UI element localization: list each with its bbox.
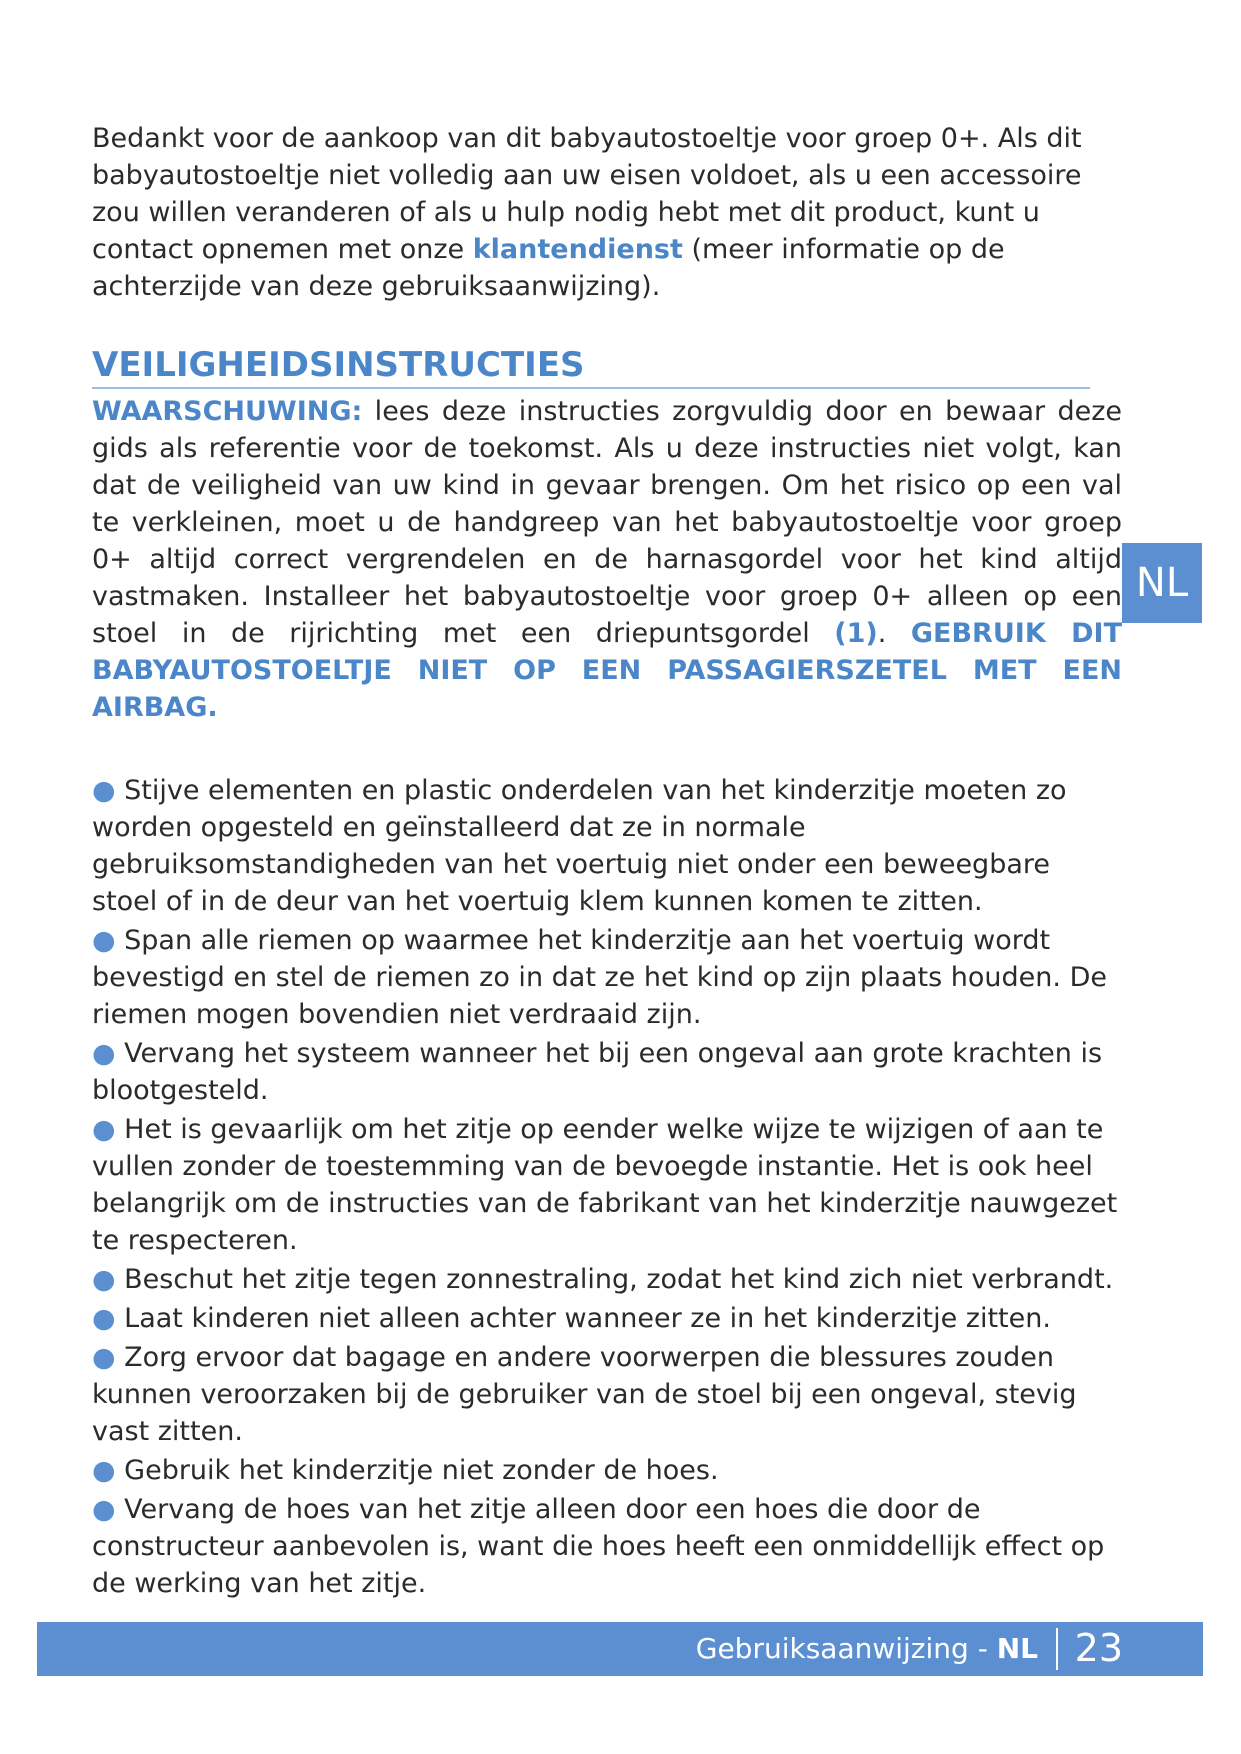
footer-label [696,1632,1038,1666]
bullet-icon: ● [92,1264,116,1295]
bullet-text: Vervang de hoes van het zitje alleen door een hoes die door de constructeur aanbevolen is, want die hoes heeft een onmiddellijk effect op de werking van het zitje. [92,1494,1105,1599]
bullet-text: Span alle riemen op waarmee het kinderzitje aan het voertuig wordt bevestigd en stel de riemen zo in dat ze het kind op zijn plaats houden. De riemen mogen bovendien niet verdraaid zijn. [92,925,1107,1030]
bullet-icon: ● [92,1494,116,1525]
bullet-text: Gebruik het kinderzitje niet zonder de hoes. [124,1455,719,1486]
page-content [92,120,1122,1604]
bullet-icon: ● [92,775,116,806]
bullet-icon: ● [92,925,116,956]
safety-bullet-list [92,772,1122,1602]
warning-text: lees deze instructies zorgvuldig door en bewaar deze gids als referentie voor de toekomst. Als u deze instructies niet volgt, kan dat de veiligheid van uw kind in gevaar brengen. Om het risico op een val te verkleinen, moet u de handgreep van het babyautostoeltje voor groep 0+ altijd correct vergrendelen en de harnasgordel voor het kind altijd vastmaken. Installeer het babyautostoeltje voor groep 0+ alleen op een stoel in de rijrichting met een driepuntsgordel [92,396,1122,649]
warning-label: WAARSCHUWING: [92,396,363,427]
bullet-icon: ● [92,1303,116,1334]
list-item [92,922,1122,1033]
bullet-icon: ● [92,1455,116,1486]
list-item [92,1035,1122,1109]
bullet-icon: ● [92,1038,116,1069]
footer-divider [1056,1628,1058,1670]
list-item [92,1300,1122,1337]
warning-dot: . [877,618,911,649]
language-tab: NL [1122,543,1202,623]
footer-title: Gebruiksaanwijzing - [695,1632,997,1665]
list-item [92,772,1122,920]
list-item [92,1452,1122,1489]
bullet-text: Zorg ervoor dat bagage en andere voorwerpen die blessures zouden kunnen veroorzaken bij de gebruiker van de stoel bij een ongeval, stevig vast zitten. [92,1342,1077,1447]
footer-band [37,1622,1203,1676]
figure-reference: (1) [834,618,878,649]
list-item [92,1491,1122,1602]
bullet-text: Laat kinderen niet alleen achter wanneer ze in het kinderzitje zitten. [124,1303,1051,1334]
footer-language: NL [996,1632,1038,1665]
list-item [92,1261,1122,1298]
list-item [92,1339,1122,1450]
bullet-icon: ● [92,1342,116,1373]
bullet-text: Beschut het zitje tegen zonnestraling, zodat het kind zich niet verbrandt. [124,1264,1114,1295]
bullet-text: Vervang het systeem wanneer het bij een ongeval aan grote krachten is blootgesteld. [92,1038,1103,1106]
list-item [92,1111,1122,1259]
warning-paragraph [92,393,1122,726]
bullet-icon: ● [92,1114,116,1145]
bullet-text: Stijve elementen en plastic onderdelen van het kinderzitje moeten zo worden opgesteld en geïnstalleerd dat ze in normale gebruiksomstandigheden van het voertuig niet onder een beweegbare stoel of in de deur van het voertuig klem kunnen komen te zitten. [92,775,1067,917]
intro-text-end: (meer informatie op de achterzijde van deze gebruiksaanwijzing). [92,234,1005,302]
page-number: 23 [1074,1626,1123,1670]
airbag-warning: GEBRUIK DIT BABYAUTOSTOELTJE NIET OP EEN PASSAGIERSZETEL MET EEN AIRBAG. [92,618,1122,723]
intro-paragraph [92,120,1122,305]
intro-text: Bedankt voor de aankoop van dit babyautostoeltje voor groep 0+. Als dit babyautostoeltje niet volledig aan uw eisen voldoet, als u een accessoire zou willen veranderen of als u hulp nodig hebt met dit product, kunt u contact opnemen met onze [92,123,1082,265]
bullet-text: Het is gevaarlijk om het zitje op eender welke wijze te wijzigen of aan te vullen zonder de toestemming van de bevoegde instantie. Het is ook heel belangrijk om de instructies van de fabrikant van het kinderzitje nauwgezet te respecteren. [92,1114,1118,1256]
section-heading: VEILIGHEIDSINSTRUCTIES [92,343,1090,389]
customer-service-link: klantendienst [472,234,683,265]
